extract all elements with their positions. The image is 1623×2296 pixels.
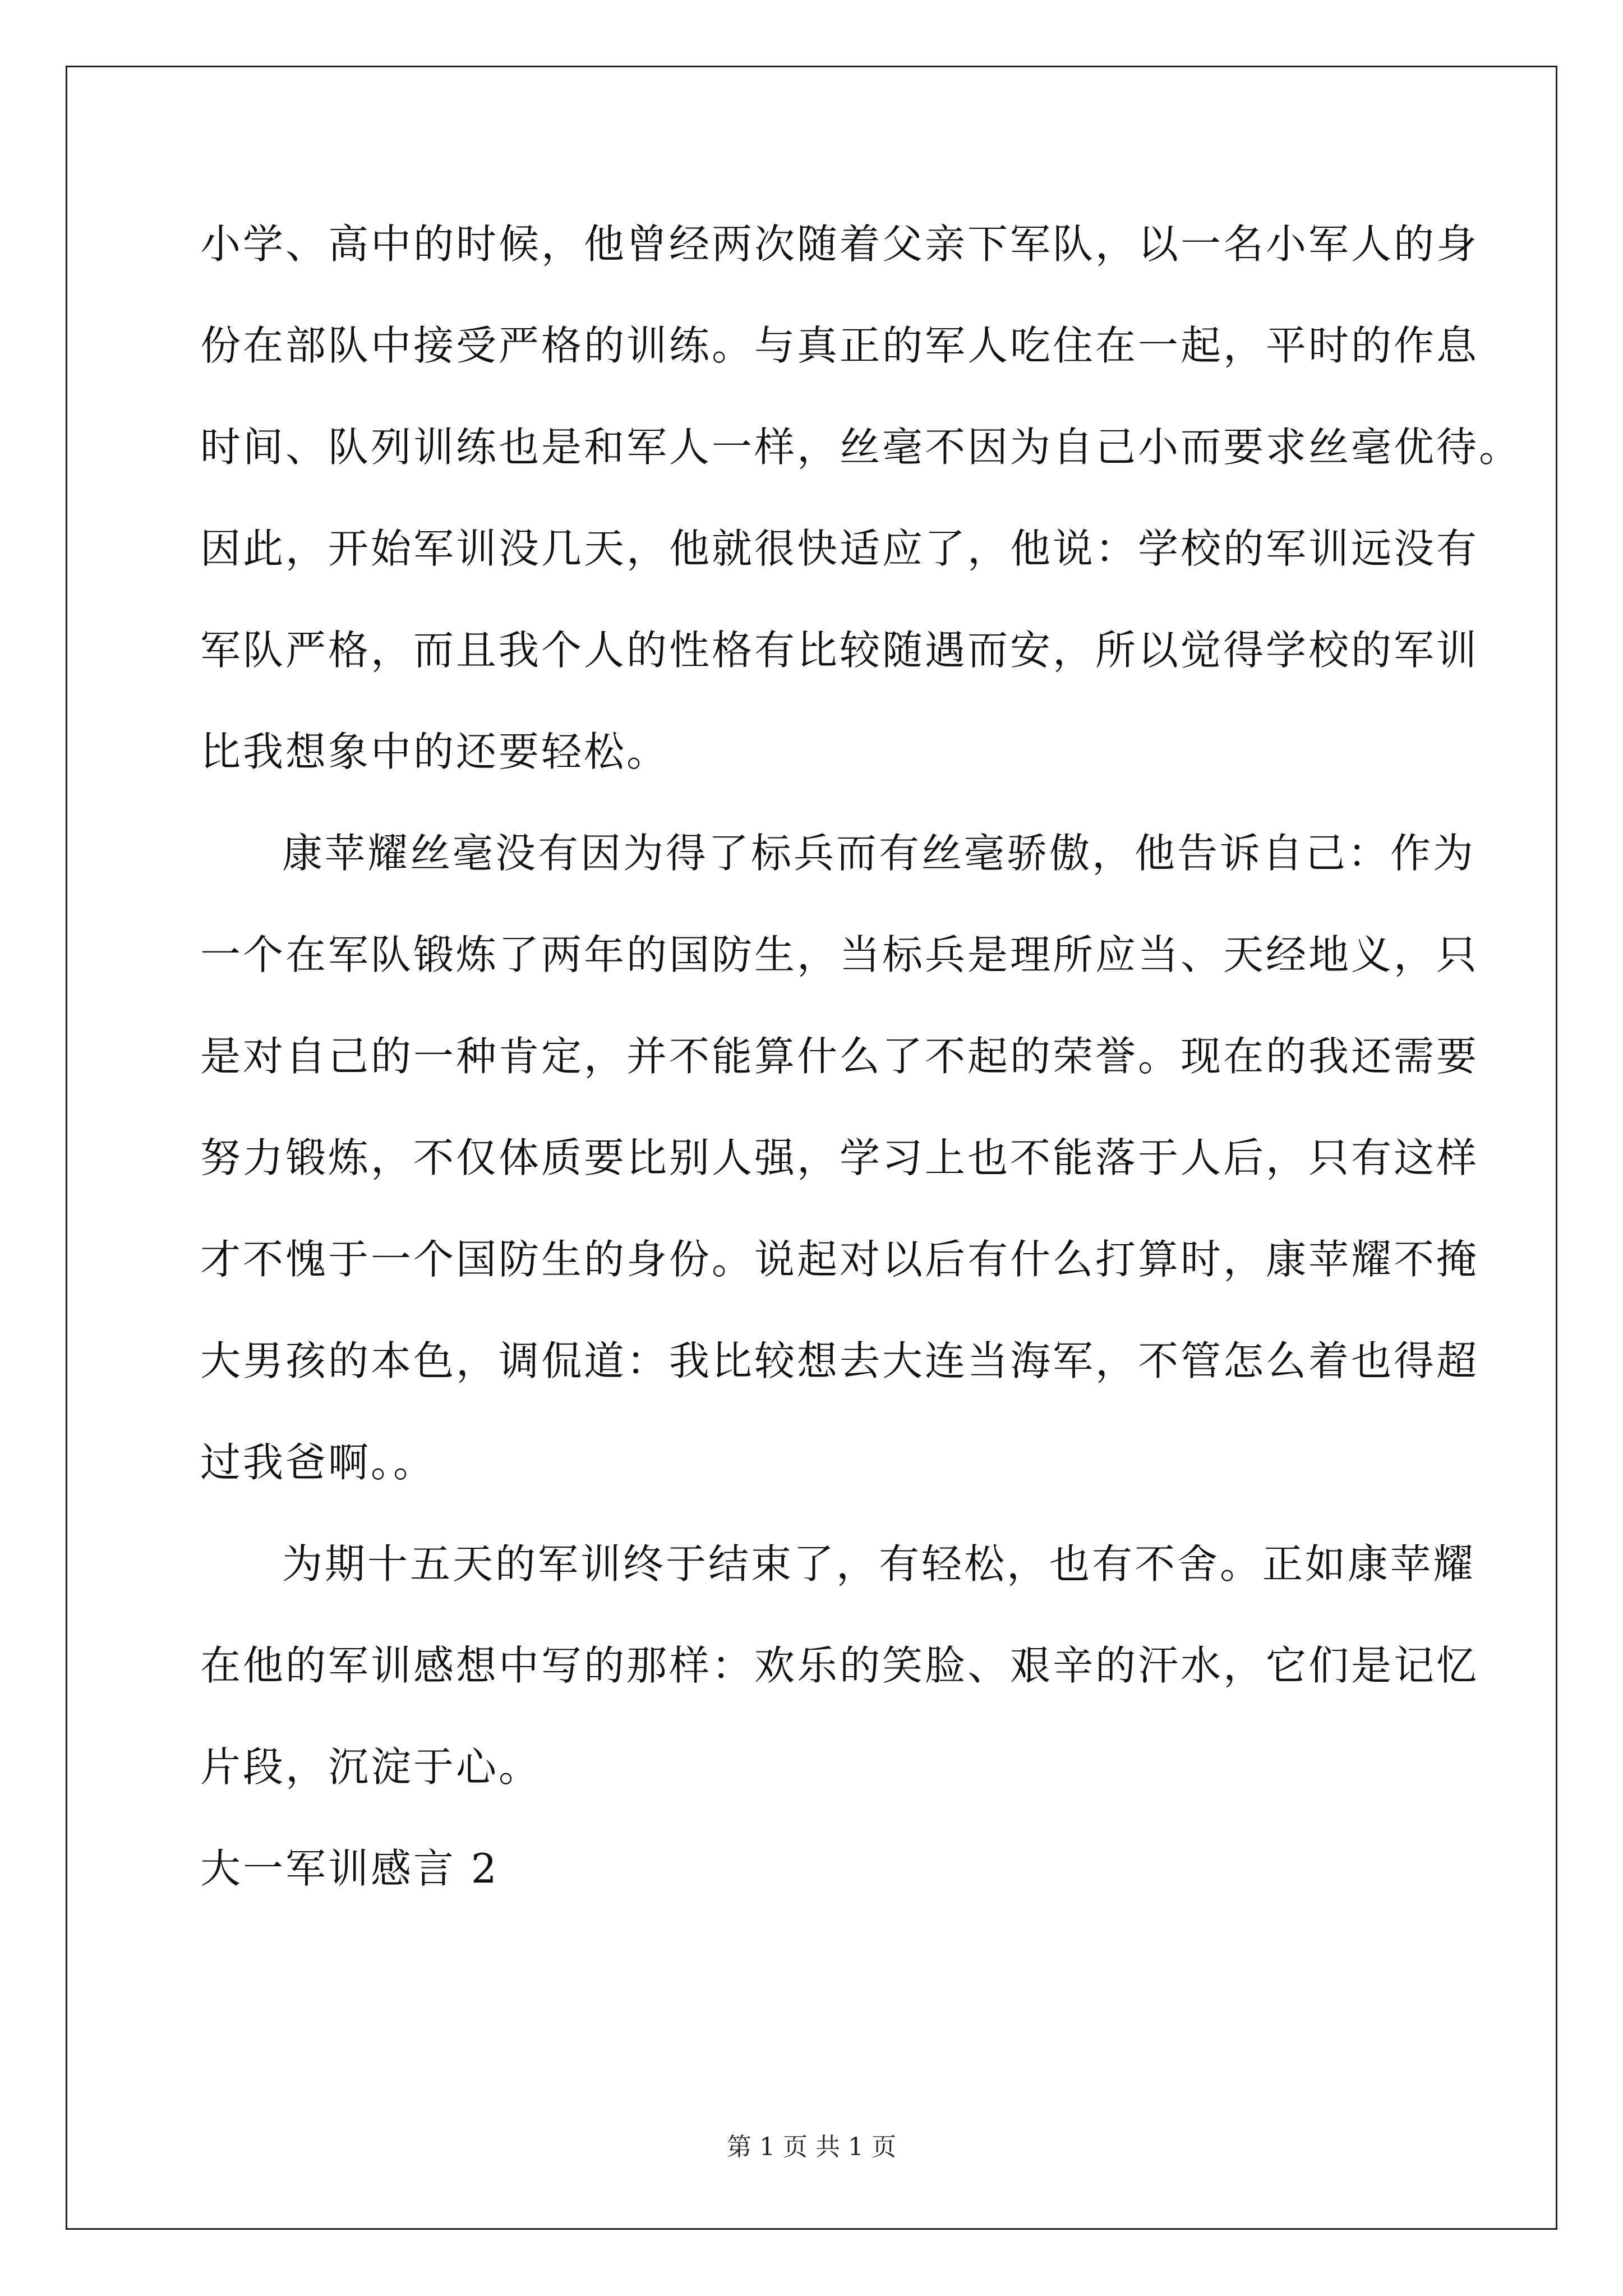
text-line: 在他的军训感想中写的那样：欢乐的笑脸、艰辛的汗水，它们是记忆 — [200, 1642, 1479, 1689]
text-line: 大男孩的本色，调侃道：我比较想去大连当海军，不管怎么着也得超 — [200, 1337, 1479, 1384]
paragraph-first-line: 康苹耀丝毫没有因为得了标兵而有丝毫骄傲，他告诉自己：作为 — [282, 830, 1476, 877]
text-line: 是对自己的一种肯定，并不能算什么了不起的荣誉。现在的我还需要 — [200, 1033, 1479, 1080]
page-footer: 第 1 页 共 1 页 — [727, 2133, 896, 2161]
text-line: 小学、高中的时候，他曾经两次随着父亲下军队，以一名小军人的身 — [200, 220, 1479, 268]
text-line: 努力锻炼，不仅体质要比别人强，学习上也不能落于人后，只有这样 — [200, 1134, 1479, 1181]
text-line: 才不愧于一个国防生的身份。说起对以后有什么打算时，康苹耀不掩 — [200, 1236, 1479, 1283]
text-line: 过我爸啊。。 — [200, 1439, 436, 1486]
document-body — [200, 213, 1522, 1939]
text-line: 时间、队列训练也是和军人一样，丝毫不因为自己小而要求丝毫优待。 — [200, 424, 1522, 471]
paragraph-first-line: 为期十五天的军训终于结束了，有轻松，也有不舍。正如康苹耀 — [282, 1540, 1476, 1588]
section-heading: 大一军训感言 2 — [200, 1845, 499, 1892]
text-line: 片段，沉淀于心。 — [200, 1743, 542, 1791]
text-line: 比我想象中的还要轻松。 — [200, 728, 670, 775]
text-line: 军队严格，而且我个人的性格有比较随遇而安，所以觉得学校的军训 — [200, 627, 1479, 674]
text-line: 一个在军队锻炼了两年的国防生，当标兵是理所应当、天经地义，只 — [200, 931, 1479, 978]
text-line: 份在部队中接受严格的训练。与真正的军人吃住在一起，平时的作息 — [200, 322, 1479, 369]
text-line: 因此，开始军训没几天，他就很快适应了，他说：学校的军训远没有 — [200, 525, 1479, 572]
